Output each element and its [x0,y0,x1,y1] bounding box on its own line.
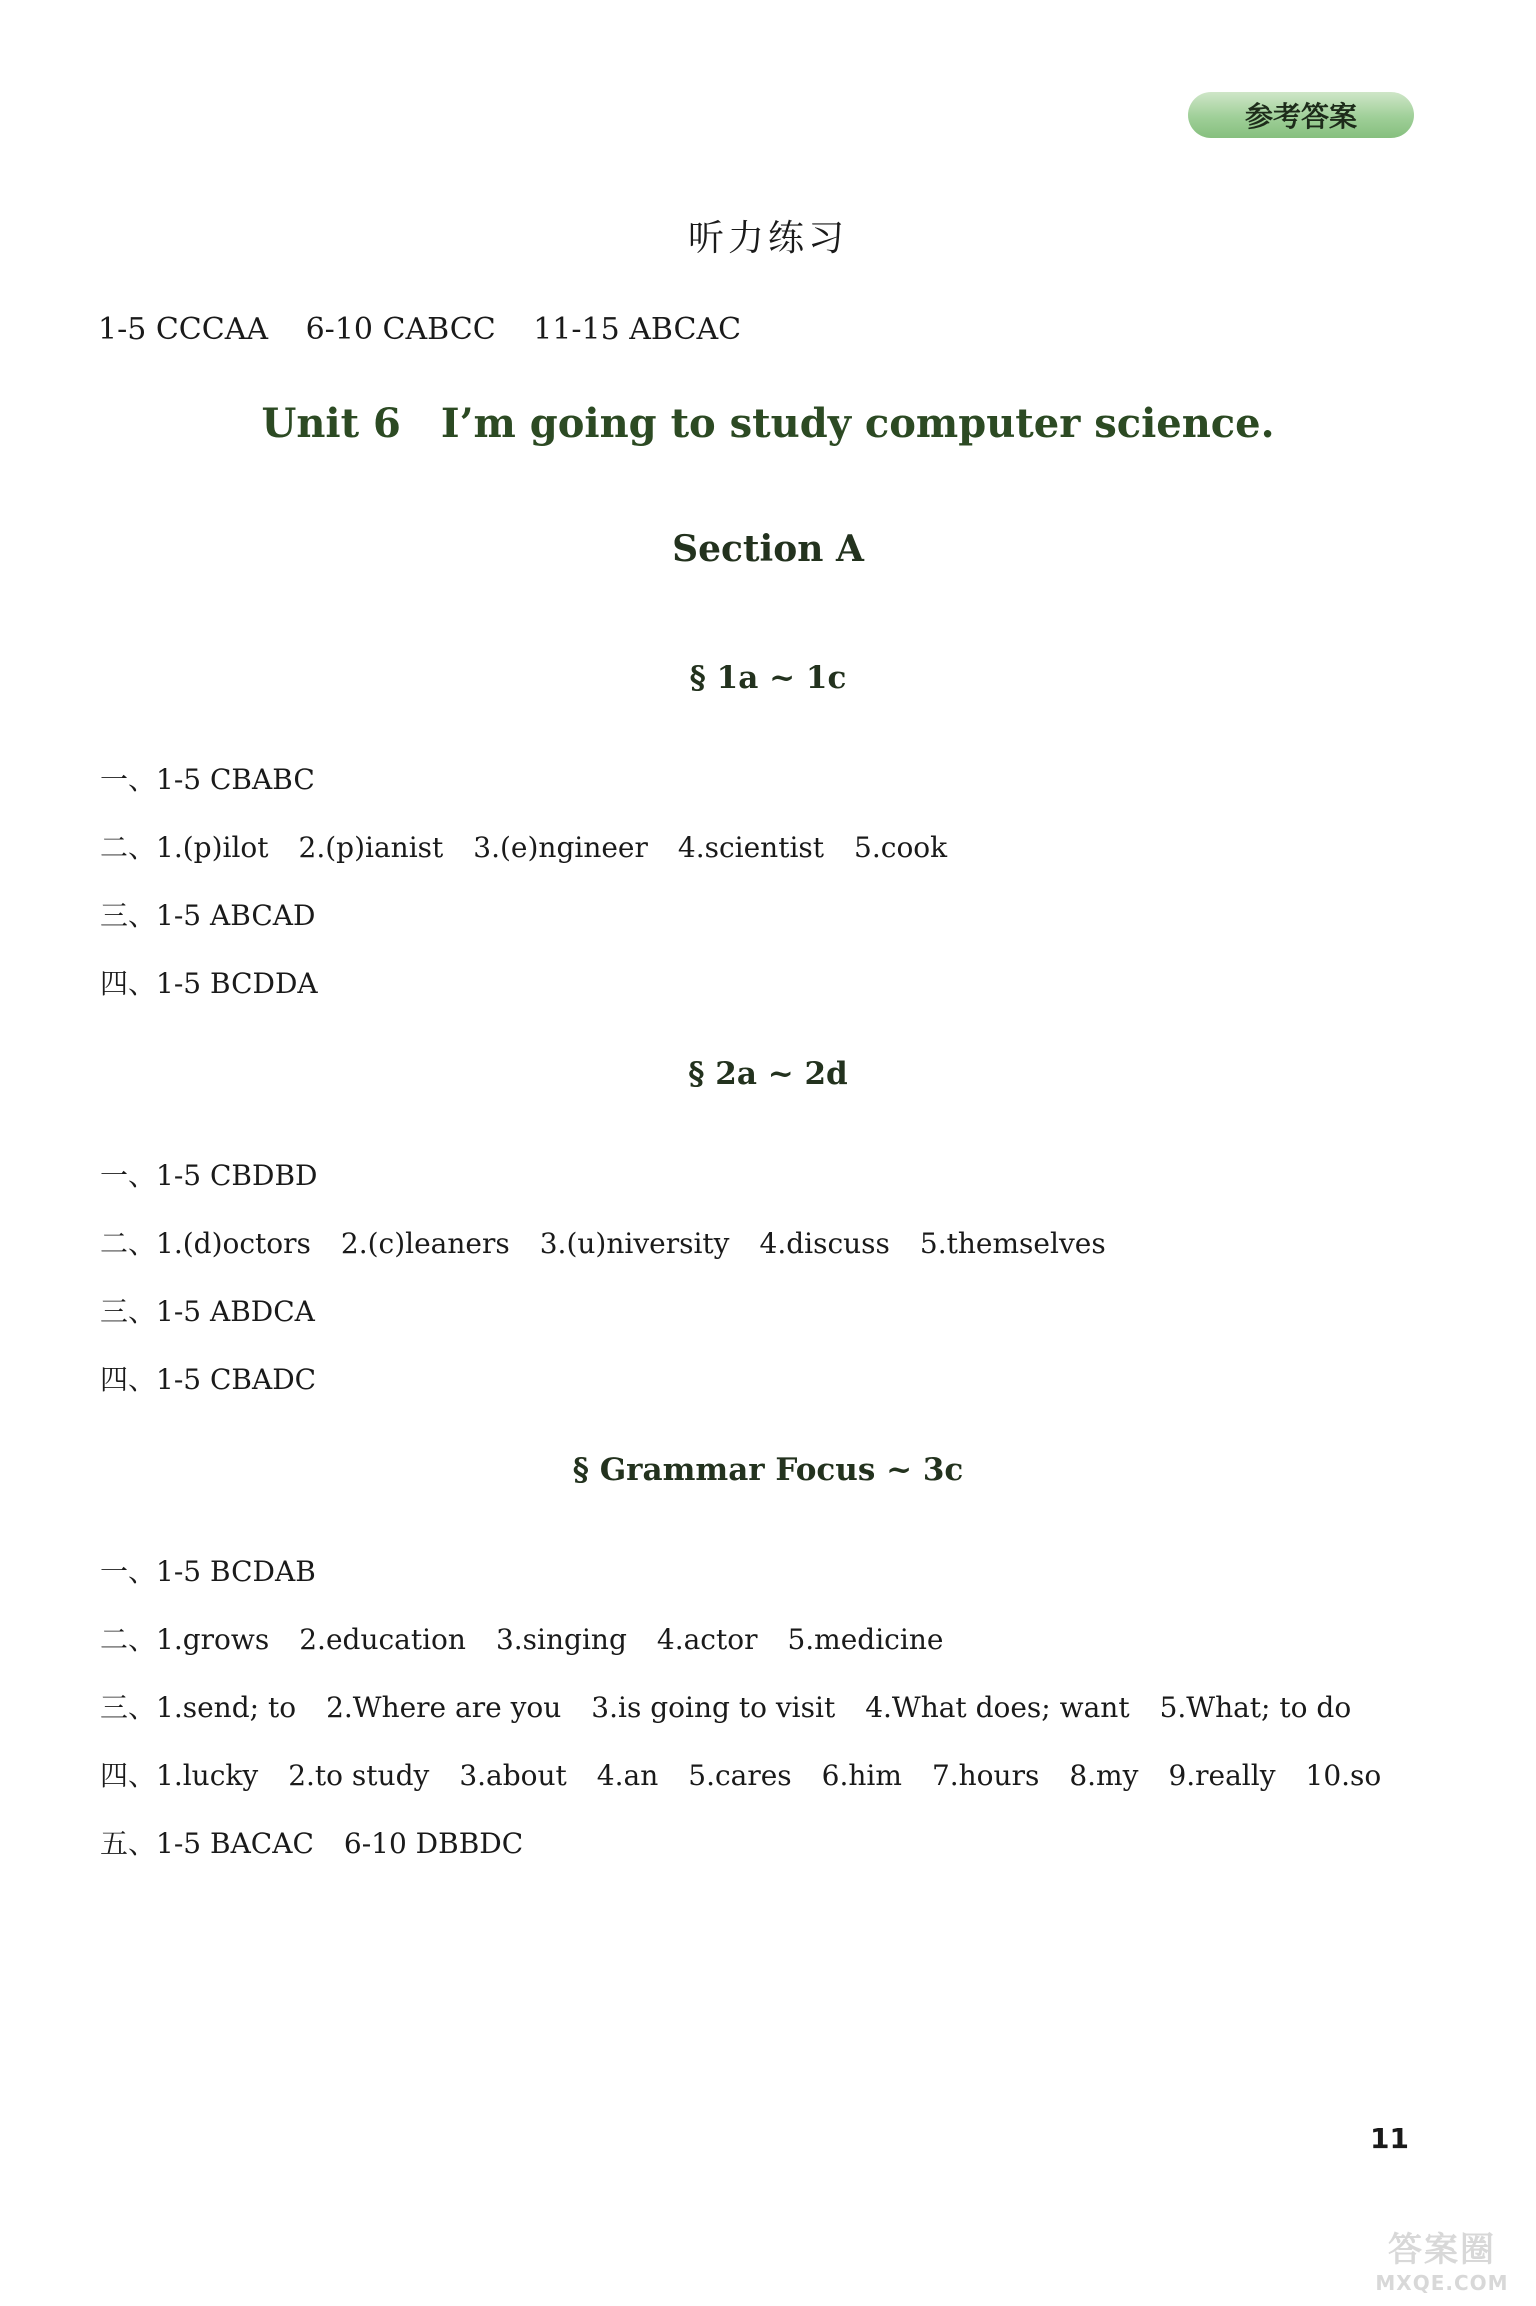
answer-label: 三、 [100,1295,157,1328]
listening-practice-title: 听力练习 [687,218,848,259]
answer-line [100,1754,1411,1794]
part-heading-1a-1c: § 1a ~ 1c [689,660,847,696]
answer-line [100,1358,346,1398]
answer-item: 10.so [1305,1759,1382,1792]
answer-item: 1-5 CBDBD [156,1159,318,1192]
answer-item: 4.discuss [759,1227,890,1260]
answer-line [100,1618,973,1658]
watermark-text: 答案圈 [1388,2229,1496,2270]
answer-item: 4.scientist [677,831,825,864]
answer-item: 1.grows [156,1623,270,1656]
answer-item: 2.(p)ianist [298,831,444,864]
answer-item: 2.education [299,1623,466,1656]
site-watermark-logo [1356,2216,1528,2300]
section-heading: Section A [672,528,864,570]
answer-label: 二、 [100,1227,157,1260]
answer-label: 二、 [100,831,157,864]
answer-item: 1.send; to [156,1691,297,1724]
answer-item: 6-10 DBBDC [343,1827,524,1860]
answer-item: 1-5 BACAC [156,1827,314,1860]
page-number: 11 [1370,2122,1409,2155]
answer-line [100,894,345,934]
answer-line [100,758,345,798]
answer-item: 4.an [596,1759,659,1792]
answer-item: 2.(c)leaners [340,1227,510,1260]
answer-item: 1-5 BCDDA [156,967,318,1000]
answer-line [100,1550,346,1590]
answer-item: 5.cook [854,831,948,864]
answer-item: 1-5 ABDCA [156,1295,315,1328]
answer-label: 四、 [100,1759,157,1792]
answer-item: 3.(u)niversity [539,1227,730,1260]
answer-item: 1.lucky [156,1759,259,1792]
answer-key-badge: 参考答案 [1188,92,1414,138]
answer-item: 4.What does; want [865,1691,1130,1724]
answer-label: 五、 [100,1827,157,1860]
watermark-domain: MXQE.COM [1375,2270,1509,2295]
answer-label: 四、 [100,1363,157,1396]
answer-item: 3.is going to visit [591,1691,836,1724]
answer-item: 2.to study [288,1759,430,1792]
unit-title: I’m going to study computer science. [440,400,1275,447]
answer-item: 4.actor [656,1623,758,1656]
answer-item: 6.him [821,1759,902,1792]
answer-label: 一、 [100,763,157,796]
answer-item: 3.about [459,1759,567,1792]
answer-item: 7.hours [931,1759,1040,1792]
answer-item: 2.Where are you [326,1691,562,1724]
listening-answer-group: 6-10 CABCC [305,312,496,347]
listening-answer-group: 1-5 CCCAA [98,312,269,347]
answer-line [100,1222,1136,1262]
answer-item: 1-5 ABCAD [156,899,316,932]
answer-item: 1-5 BCDAB [156,1555,316,1588]
answer-line [100,1290,345,1330]
answer-line [100,1822,553,1862]
answer-item: 1.(d)octors [156,1227,311,1260]
answer-item: 5.medicine [787,1623,944,1656]
answer-item: 1-5 CBABC [156,763,315,796]
answer-item: 3.singing [495,1623,627,1656]
answer-line [100,1686,1381,1726]
part-heading-grammar-focus-3c: § Grammar Focus ~ 3c [572,1452,964,1488]
unit-number: Unit 6 [261,400,401,447]
answer-label: 一、 [100,1159,157,1192]
answer-item: 1-5 CBADC [156,1363,317,1396]
answer-item: 1.(p)ilot [156,831,269,864]
answer-line [100,826,977,866]
answer-label: 三、 [100,1691,157,1724]
answer-label: 一、 [100,1555,157,1588]
answer-item: 5.themselves [919,1227,1106,1260]
part-heading-2a-2d: § 2a ~ 2d [688,1056,848,1092]
listening-answer-group: 11-15 ABCAC [533,312,742,347]
answer-item: 9.really [1168,1759,1276,1792]
answer-label: 二、 [100,1623,157,1656]
listening-answers [98,312,769,347]
answer-item: 5.cares [688,1759,792,1792]
unit-heading [0,400,1536,447]
answer-label: 四、 [100,967,157,1000]
answer-label: 三、 [100,899,157,932]
answer-item: 8.my [1069,1759,1139,1792]
answer-item: 3.(e)ngineer [473,831,648,864]
answer-item: 5.What; to do [1159,1691,1352,1724]
answer-line [100,1154,347,1194]
answer-line [100,962,348,1002]
